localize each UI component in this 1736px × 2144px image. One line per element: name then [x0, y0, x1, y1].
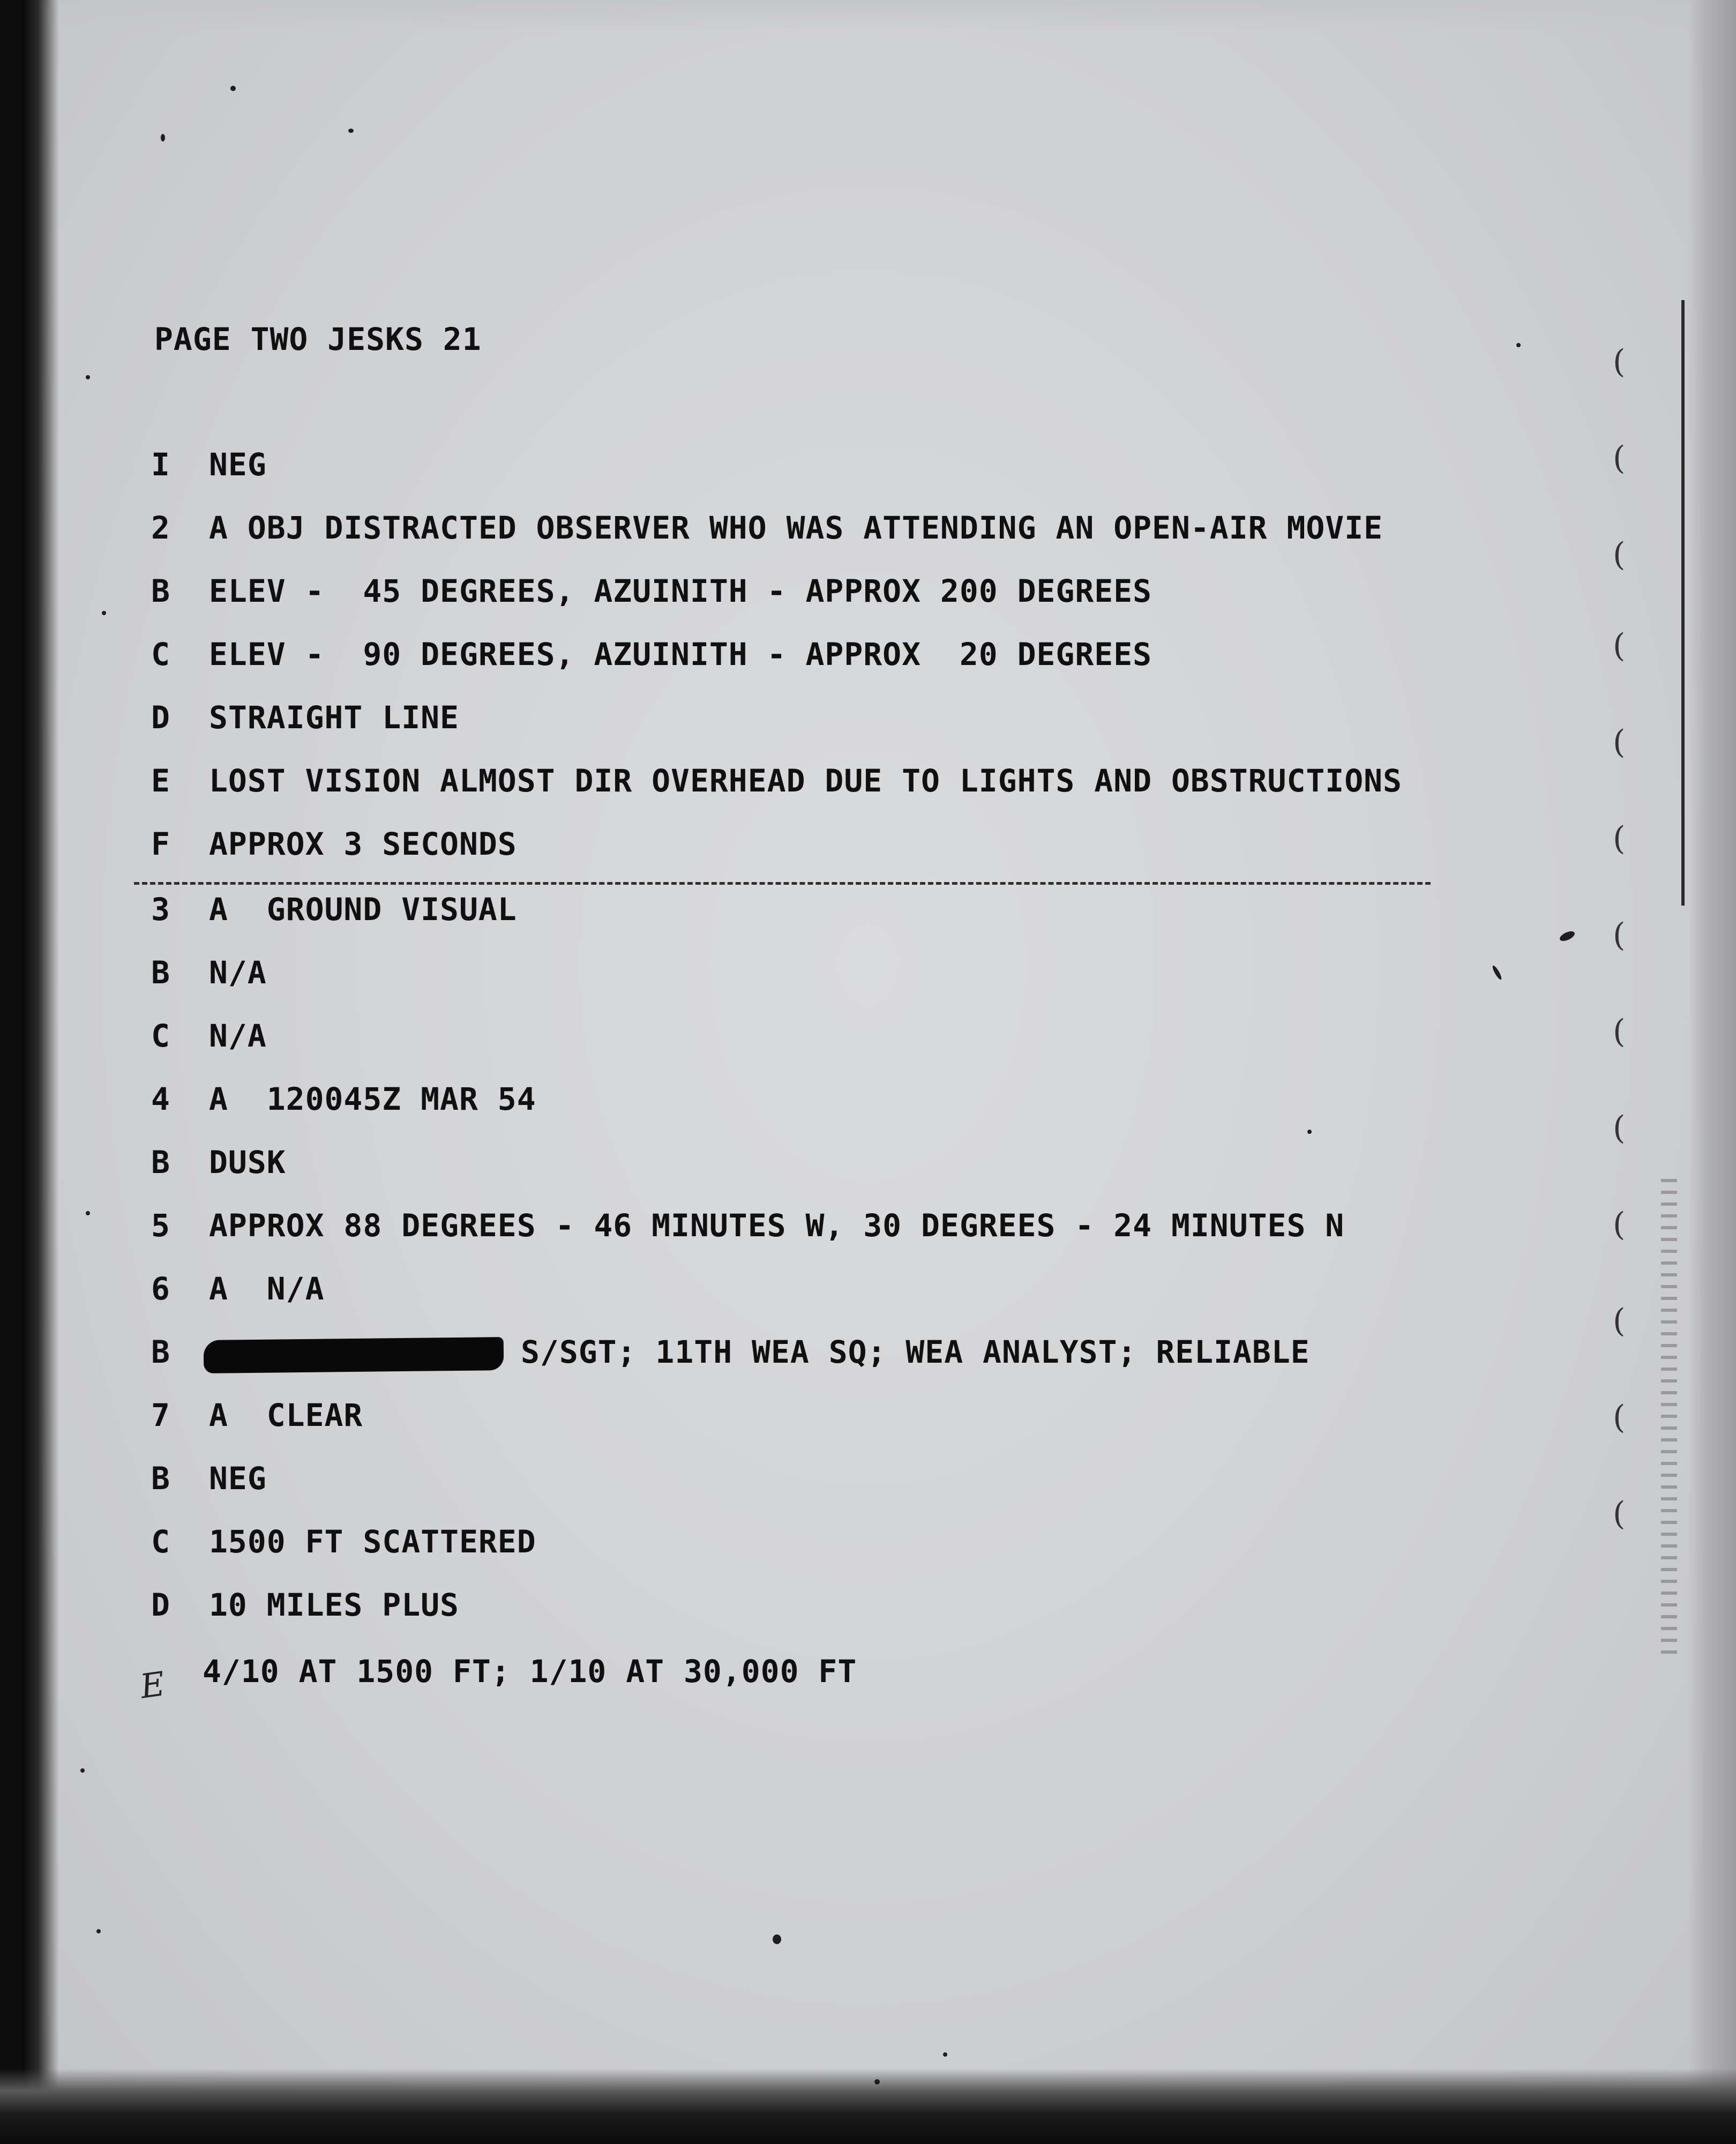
- binder-hole-mark: (: [1613, 1302, 1626, 1340]
- line-label: B: [151, 573, 170, 609]
- line-label: B: [151, 954, 170, 991]
- binder-hole-mark: (: [1613, 343, 1626, 380]
- line-label: I: [151, 446, 170, 483]
- line-text: 1500 FT SCATTERED: [209, 1523, 536, 1560]
- line-text: NEG: [209, 1460, 267, 1497]
- line-label: 2: [151, 510, 170, 546]
- scan-speck: [230, 86, 236, 91]
- line-label: E: [151, 763, 170, 799]
- page-header: PAGE TWO JESKS 21: [154, 321, 482, 357]
- line-label: 3: [151, 891, 170, 928]
- scan-bottom-border: [0, 2068, 1736, 2144]
- line-text: NEG: [209, 446, 267, 483]
- line-text: 4/10 AT 1500 FT; 1/10 AT 30,000 FT: [203, 1653, 857, 1690]
- scan-speck: [96, 1929, 101, 1933]
- line-label: 4: [151, 1081, 170, 1117]
- scan-speck: [1516, 343, 1521, 347]
- line-label: B: [151, 1144, 170, 1181]
- line-text: N/A: [209, 1018, 267, 1054]
- scan-speck: [161, 134, 165, 141]
- line-text: 10 MILES PLUS: [209, 1587, 459, 1623]
- line-label: 5: [151, 1207, 170, 1244]
- line-text: ELEV - 45 DEGREES, AZUINITH - APPROX 200 DEGREES: [209, 573, 1153, 609]
- binder-hole-mark: (: [1613, 916, 1626, 954]
- line-text: A CLEAR: [209, 1397, 363, 1433]
- line-text: S/SGT; 11TH WEA SQ; WEA ANALYST; RELIABLE: [521, 1334, 1310, 1370]
- line-text: ELEV - 90 DEGREES, AZUINITH - APPROX 20 DEGREES: [209, 636, 1153, 673]
- scan-speck: [80, 1768, 85, 1773]
- line-label: C: [151, 636, 170, 673]
- binder-hole-mark: (: [1613, 536, 1626, 573]
- line-text: LOST VISION ALMOST DIR OVERHEAD DUE TO LIGHTS AND OBSTRUCTIONS: [209, 763, 1402, 799]
- line-label: D: [151, 1587, 170, 1623]
- line-label: B: [151, 1460, 170, 1497]
- binder-hole-mark: (: [1613, 627, 1626, 664]
- handwritten-line-label: E: [138, 1664, 168, 1706]
- binder-hole-mark: (: [1613, 1399, 1626, 1436]
- redaction-mark: [204, 1337, 504, 1373]
- binder-hole-mark: (: [1613, 723, 1626, 761]
- line-text: N/A: [209, 954, 267, 991]
- line-text: A GROUND VISUAL: [209, 891, 517, 928]
- scan-top-shadow: [0, 0, 1736, 32]
- line-label: B: [151, 1334, 170, 1370]
- scan-speck: [874, 2079, 880, 2085]
- binder-hole-mark: (: [1613, 439, 1626, 477]
- line-text: STRAIGHT LINE: [209, 699, 459, 736]
- line-text: A OBJ DISTRACTED OBSERVER WHO WAS ATTENDING AN OPEN-AIR MOVIE: [209, 510, 1383, 546]
- section-divider: [134, 882, 1431, 885]
- scan-speck: [1307, 1130, 1312, 1134]
- line-label: 7: [151, 1397, 170, 1433]
- scan-speck: [1491, 965, 1503, 981]
- binder-hole-mark: (: [1613, 1495, 1626, 1533]
- scan-speck: [773, 1934, 781, 1944]
- scan-left-border: [0, 0, 59, 2144]
- scan-right-margin: [1688, 0, 1736, 2144]
- line-label: F: [151, 826, 170, 862]
- right-margin-rule: [1681, 300, 1685, 906]
- binder-hole-mark: (: [1613, 820, 1626, 857]
- line-label: C: [151, 1523, 170, 1560]
- line-text: APPROX 88 DEGREES - 46 MINUTES W, 30 DEGREES - 24 MINUTES N: [209, 1207, 1345, 1244]
- scan-speck: [943, 2052, 947, 2057]
- line-label: C: [151, 1018, 170, 1054]
- line-text: DUSK: [209, 1144, 286, 1181]
- line-text: A 120045Z MAR 54: [209, 1081, 536, 1117]
- scan-speck: [86, 375, 90, 379]
- binder-hole-mark: (: [1613, 1013, 1626, 1050]
- binder-hole-mark: (: [1613, 1206, 1626, 1243]
- scan-speck: [102, 611, 106, 615]
- line-text: A N/A: [209, 1271, 325, 1307]
- line-label: D: [151, 699, 170, 736]
- scan-speck: [86, 1211, 90, 1215]
- binder-hole-mark: (: [1613, 1109, 1626, 1147]
- scan-speck: [1558, 929, 1576, 943]
- line-text: APPROX 3 SECONDS: [209, 826, 517, 862]
- line-label: 6: [151, 1271, 170, 1307]
- scan-speck: [348, 129, 354, 133]
- margin-faint-print: [1661, 1179, 1677, 1661]
